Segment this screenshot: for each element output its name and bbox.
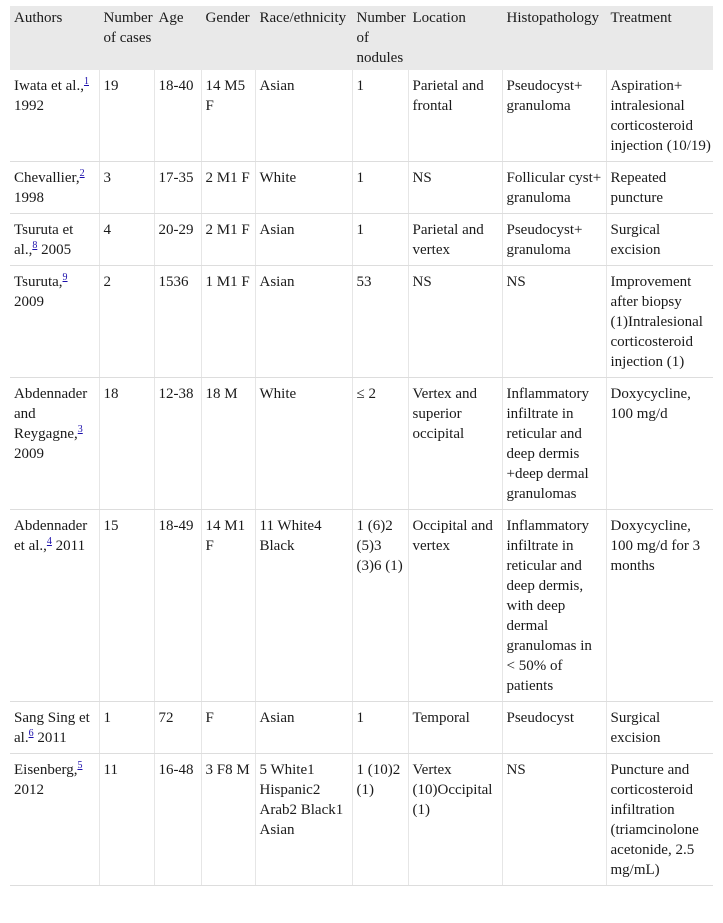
reference-link[interactable]: 5 [77, 760, 83, 771]
header-race-ethnicity: Race/ethnicity [255, 6, 352, 70]
header-authors: Authors [10, 6, 99, 70]
cell-gender: 18 M [201, 378, 255, 510]
cell-treatment: Doxycycline, 100 mg/d [606, 378, 713, 510]
studies-table [10, 6, 713, 886]
author-year: 2011 [33, 730, 67, 746]
cell-cases: 18 [99, 378, 154, 510]
cell-age: 20-29 [154, 214, 201, 266]
cell-nodules: 1 [352, 162, 408, 214]
reference-link[interactable]: 9 [62, 272, 68, 283]
cell-histopathology: Pseudocyst+ granuloma [502, 70, 606, 162]
cell-nodules: 53 [352, 266, 408, 378]
header-number-of-cases: Number of cases [99, 6, 154, 70]
author-name: Sang Sing et al. [14, 710, 90, 746]
cell-race: Asian [255, 214, 352, 266]
cell-location: Parietal and frontal [408, 70, 502, 162]
table-row [10, 754, 713, 886]
cell-gender: 3 F8 M [201, 754, 255, 886]
author-name: Tsuruta et al., [14, 222, 74, 258]
cell-cases: 11 [99, 754, 154, 886]
author-name: Abdennader et al., [14, 518, 88, 554]
cell-location: NS [408, 266, 502, 378]
cell-race: White [255, 162, 352, 214]
cell-location: Vertex and superior occipital [408, 378, 502, 510]
table-row [10, 162, 713, 214]
cell-histopathology: Inflammatory infiltrate in reticular and deep dermis, with deep dermal granulomas in < 50% of patients [502, 510, 606, 702]
table-row [10, 378, 713, 510]
cell-age: 17-35 [154, 162, 201, 214]
cell-authors [10, 702, 99, 754]
header-histopathology: Histopathology [502, 6, 606, 70]
cell-nodules: ≤ 2 [352, 378, 408, 510]
cell-location: NS [408, 162, 502, 214]
cell-histopathology: Follicular cyst+ granuloma [502, 162, 606, 214]
cell-age: 16-48 [154, 754, 201, 886]
cell-treatment: Aspiration+ intralesional corticosteroid injection (10/19) [606, 70, 713, 162]
cell-gender: 2 M1 F [201, 214, 255, 266]
header-number-of-nodules: Number of nodules [352, 6, 408, 70]
cell-authors [10, 378, 99, 510]
author-name: Tsuruta, [14, 274, 63, 290]
author-name: Iwata et al., [14, 78, 84, 94]
cell-nodules: 1 (10)2 (1) [352, 754, 408, 886]
cell-race: Asian [255, 702, 352, 754]
cell-nodules: 1 [352, 702, 408, 754]
cell-location: Occipital and vertex [408, 510, 502, 702]
cell-age: 72 [154, 702, 201, 754]
cell-gender: 14 M5 F [201, 70, 255, 162]
author-name: Chevallier, [14, 170, 80, 186]
table-row [10, 266, 713, 378]
author-name: Eisenberg, [14, 762, 78, 778]
cell-nodules: 1 (6)2 (5)3 (3)6 (1) [352, 510, 408, 702]
header-age: Age [154, 6, 201, 70]
cell-location: Vertex (10)Occipital (1) [408, 754, 502, 886]
table-row [10, 70, 713, 162]
cell-cases: 2 [99, 266, 154, 378]
cell-race: Asian [255, 70, 352, 162]
cell-race: White [255, 378, 352, 510]
author-year: 2012 [14, 782, 44, 798]
cell-authors [10, 510, 99, 702]
author-year: 2011 [51, 538, 86, 554]
cell-authors [10, 754, 99, 886]
table-row [10, 214, 713, 266]
cell-cases: 15 [99, 510, 154, 702]
cell-age: 12-38 [154, 378, 201, 510]
cell-cases: 19 [99, 70, 154, 162]
cell-treatment: Surgical excision [606, 702, 713, 754]
cell-race: Asian [255, 266, 352, 378]
author-year: 2005 [37, 242, 72, 258]
header-gender: Gender [201, 6, 255, 70]
cell-histopathology: Pseudocyst+ granuloma [502, 214, 606, 266]
cell-nodules: 1 [352, 70, 408, 162]
cell-gender: 1 M1 F [201, 266, 255, 378]
cell-location: Parietal and vertex [408, 214, 502, 266]
header-treatment: Treatment [606, 6, 713, 70]
reference-link[interactable]: 4 [46, 536, 52, 547]
header-location: Location [408, 6, 502, 70]
reference-link[interactable]: 6 [28, 728, 34, 739]
cell-location: Temporal [408, 702, 502, 754]
cell-treatment: Improvement after biopsy (1)Intralesional corticosteroid injection (1) [606, 266, 713, 378]
cell-nodules: 1 [352, 214, 408, 266]
author-year: 1992 [14, 98, 44, 114]
cell-treatment: Surgical excision [606, 214, 713, 266]
cell-authors [10, 214, 99, 266]
reference-link[interactable]: 2 [79, 168, 85, 179]
reference-link[interactable]: 3 [77, 424, 83, 435]
author-year: 2009 [14, 294, 44, 310]
cell-race: 11 White4 Black [255, 510, 352, 702]
table-row [10, 510, 713, 702]
author-year: 1998 [14, 190, 44, 206]
cell-age: 18-40 [154, 70, 201, 162]
cell-race: 5 White1 Hispanic2 Arab2 Black1 Asian [255, 754, 352, 886]
cell-histopathology: Pseudocyst [502, 702, 606, 754]
cell-gender: 2 M1 F [201, 162, 255, 214]
table-row [10, 702, 713, 754]
reference-link[interactable]: 8 [32, 240, 38, 251]
cell-age: 18-49 [154, 510, 201, 702]
reference-link[interactable]: 1 [83, 76, 89, 87]
header-row [10, 6, 713, 70]
cell-histopathology: NS [502, 266, 606, 378]
cell-cases: 4 [99, 214, 154, 266]
cell-cases: 1 [99, 702, 154, 754]
cell-gender: 14 M1 F [201, 510, 255, 702]
cell-cases: 3 [99, 162, 154, 214]
cell-histopathology: Inflammatory infiltrate in reticular and deep dermis +deep dermal granulomas [502, 378, 606, 510]
cell-age: 1536 [154, 266, 201, 378]
cell-gender: F [201, 702, 255, 754]
studies-table-container [10, 6, 713, 886]
cell-treatment: Doxycycline, 100 mg/d for 3 months [606, 510, 713, 702]
cell-histopathology: NS [502, 754, 606, 886]
cell-treatment: Repeated puncture [606, 162, 713, 214]
cell-authors [10, 162, 99, 214]
cell-treatment: Puncture and corticosteroid infiltration (triamcinolone acetonide, 2.5 mg/mL) [606, 754, 713, 886]
author-name: Abdennader and Reygagne, [14, 386, 88, 442]
cell-authors [10, 70, 99, 162]
author-year: 2009 [14, 446, 44, 462]
cell-authors [10, 266, 99, 378]
